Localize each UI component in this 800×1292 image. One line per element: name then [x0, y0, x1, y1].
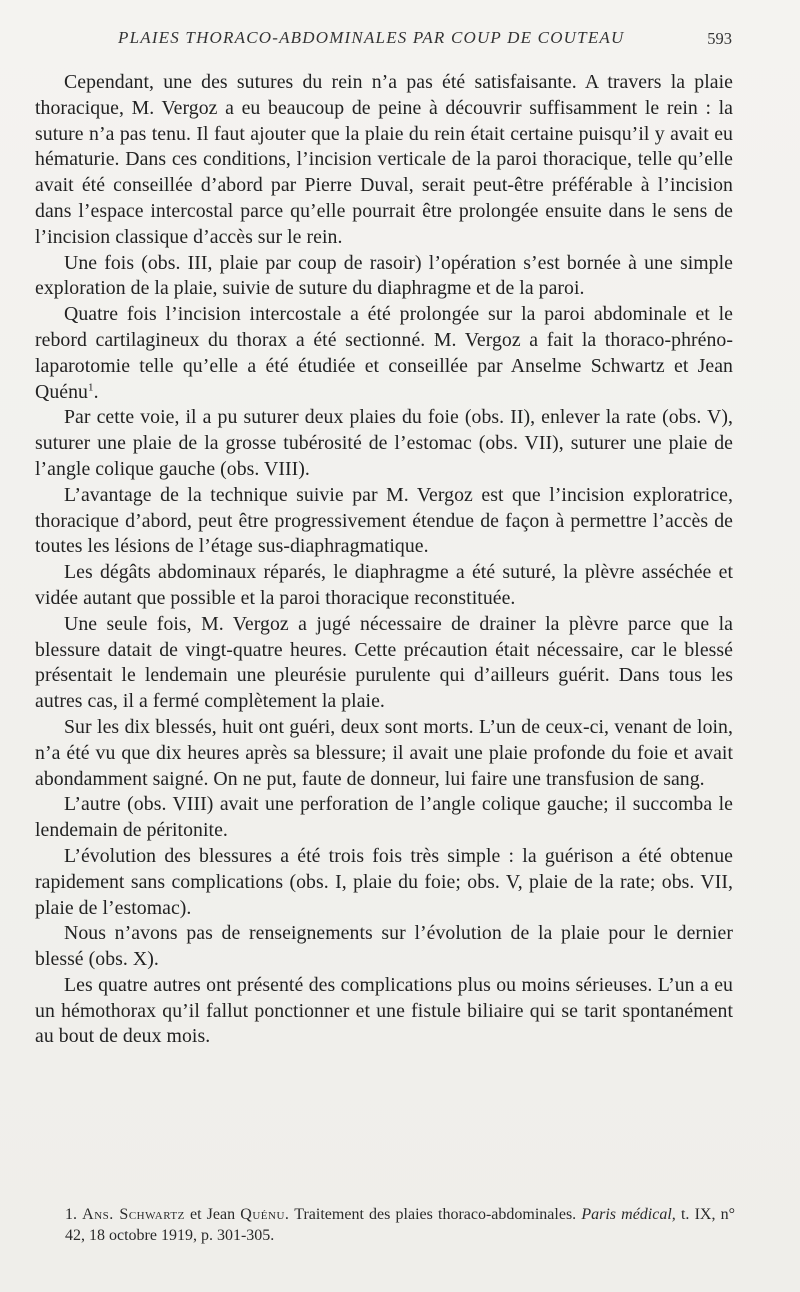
footnote-title: Traitement des plaies thoraco-abdominales.	[294, 1206, 577, 1223]
footnote-conjunction: et Jean	[189, 1206, 236, 1223]
paragraph-5: L’avantage de la technique suivie par M. Vergoz est que l’incision exploratrice, thoracique d’abord, peut être progressivement étendue de façon à permettre l’accès de toutes les lésions de l’étage sus-diaphragmatique.	[35, 483, 733, 558]
footnote-author-2: Quénu.	[240, 1206, 290, 1223]
paragraph-6: Les dégâts abdominaux réparés, le diaphragme a été suturé, la plèvre asséchée et vidée autant que possible et la paroi thoracique reconstituée.	[35, 561, 733, 609]
footnote-area	[65, 1204, 735, 1246]
running-title: PLAIES THORACO-ABDOMINALES PAR COUP DE COUTEAU	[118, 28, 625, 47]
page-number: 593	[707, 29, 732, 48]
paragraph-4: Par cette voie, il a pu suturer deux plaies du foie (obs. II), enlever la rate (obs. V), suturer une plaie de la grosse tubérosité de l’estomac (obs. VII), suturer une plaie de l’angle colique gauche (obs. VIII).	[35, 406, 733, 480]
paragraph-11: Nous n’avons pas de renseignements sur l’évolution de la plaie pour le dernier blessé (obs. X).	[35, 922, 733, 971]
paragraph-10: L’évolution des blessures a été trois fois très simple : la guérison a été obtenue rapidement sans complications (obs. I, plaie du foie; obs. V, plaie de la rate; obs. VII, plaie de l’estomac).	[35, 844, 733, 919]
footnote-author-1: Ans. Schwartz	[82, 1206, 185, 1223]
footnote-journal: Paris médical,	[581, 1206, 676, 1223]
running-head	[118, 28, 738, 52]
footnote-1	[65, 1204, 735, 1246]
footnote-reference[interactable]: 1	[88, 380, 94, 393]
paragraph-9: L’autre (obs. VIII) avait une perforation de l’angle colique gauche; il succomba le lendemain de péritonite.	[35, 793, 733, 842]
paragraph-2: Une fois (obs. III, plaie par coup de rasoir) l’opération s’est bornée à une simple exploration de la plaie, suivie de suture du diaphragme et de la paroi.	[35, 251, 733, 300]
paragraph-3	[35, 302, 733, 405]
footnote-details: t. IX, n° 42, 18 octobre 1919, p. 301-305.	[65, 1206, 736, 1244]
paragraph-12: Les quatre autres ont présenté des complications plus ou moins sérieuses. L’un a eu un hémothorax qu’il fallut ponctionner et une fistule biliaire qui se tarit spontanément au bout de deux mois.	[35, 973, 733, 1048]
paragraph-3-end: .	[93, 380, 99, 403]
paragraph-7: Une seule fois, M. Vergoz a jugé nécessaire de drainer la plèvre parce que la blessure datait de vingt-quatre heures. Cette précaution était nécessaire, car le blessé présentait le lendemain une pleurésie purulente qui d’ailleurs guérit. Dans tous les autres cas, il a fermé complètement la plaie.	[35, 612, 733, 713]
body-text	[35, 70, 733, 1050]
paragraph-8: Sur les dix blessés, huit ont guéri, deux sont morts. L’un de ceux-ci, venant de loin, n’a été vu que dix heures après sa blessure; il avait une plaie profonde du foie et avait abondamment saigné. On ne put, faute de donneur, lui faire une transfusion de sang.	[35, 715, 733, 790]
paragraph-3-text: Quatre fois l’incision intercostale a été prolongée sur la paroi abdominale et le rebord cartilagineux du thorax a été sectionné. M. Vergoz a fait la thoraco-phréno-laparotomie telle qu’elle a été étudiée et conseillée par Anselme Schwartz et Jean Quénu	[35, 303, 733, 403]
paragraph-1: Cependant, une des sutures du rein n’a pas été satisfaisante. A travers la plaie thoracique, M. Vergoz a eu beaucoup de peine à découvrir suffisamment le rein : la suture n’a pas tenu. Il faut ajouter que la plaie du rein était certaine puisqu’il y avait eu hématurie. Dans ces conditions, l’incision verticale de la paroi thoracique, telle qu’elle avait été conseillée d’abord par Pierre Duval, serait peut-être préférable à l’incision dans l’espace intercostal parce qu’elle pourrait être prolongée ensuite dans le sens de l’incision classique d’accès sur le rein.	[35, 71, 733, 248]
footnote-number: 1.	[65, 1206, 77, 1223]
